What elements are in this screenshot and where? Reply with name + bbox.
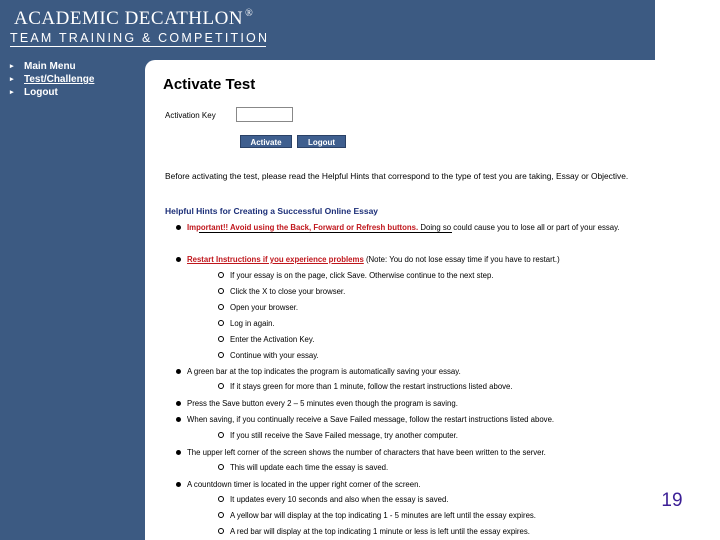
logout-button[interactable]: Logout: [297, 135, 346, 148]
circle-bullet-icon: [218, 336, 224, 342]
hint-green-bar: A green bar at the top indicates the program is automatically saving your essay.: [187, 364, 649, 380]
list-item: If your essay is on the page, click Save. Otherwise continue to the next step.: [230, 269, 650, 282]
circle-bullet-icon: [218, 288, 224, 294]
logo-title: ACADEMIC DECATHLON: [14, 8, 244, 29]
bullet-icon: [176, 482, 181, 487]
list-item: Log in again.: [230, 317, 650, 330]
bullet-icon: [176, 401, 181, 406]
circle-bullet-icon: [218, 464, 224, 470]
logo: [10, 8, 274, 47]
list-item: This will update each time the essay is saved.: [230, 461, 650, 474]
hint-press-save: Press the Save button every 2 – 5 minutes even though the program is saving.: [187, 396, 649, 412]
circle-bullet-icon: [218, 383, 224, 389]
sidebar-item-logout[interactable]: [10, 86, 94, 99]
page-title: Activate Test: [163, 76, 256, 93]
hint-important: [187, 220, 649, 236]
hints-heading: Helpful Hints for Creating a Successful Online Essay: [165, 206, 379, 216]
circle-bullet-icon: [218, 272, 224, 278]
circle-bullet-icon: [218, 352, 224, 358]
bullet-icon: [176, 450, 181, 455]
triangle-right-icon: ▸: [10, 89, 14, 96]
activate-button[interactable]: Activate: [240, 135, 292, 148]
restart-note: (Note: You do not lose essay time if you have to restart.): [363, 255, 560, 264]
sidebar-item-label: Test/Challenge: [24, 74, 95, 85]
list-item: It updates every 10 seconds and also when the essay is saved.: [230, 493, 650, 506]
hint-countdown: A countdown timer is located in the upper right corner of the screen.: [187, 477, 649, 493]
important-warning: Important!! Avoid using the Back, Forward or Refresh buttons.: [187, 223, 419, 232]
triangle-right-icon: ▸: [10, 76, 14, 83]
sidebar-item-label: Main Menu: [24, 61, 76, 72]
bullet-icon: [176, 369, 181, 374]
hint-save-failed: When saving, if you continually receive a Save Failed message, follow the restart instructions listed above.: [187, 412, 649, 428]
list-item: A red bar will display at the top indicating 1 minute or less is left until the essay expires.: [230, 525, 650, 538]
list-item: If you still receive the Save Failed message, try another computer.: [230, 429, 650, 442]
logo-subtitle: TEAM TRAINING & COMPETITION: [10, 31, 270, 45]
bullet-icon: [176, 225, 181, 230]
list-item: If it stays green for more than 1 minute, follow the restart instructions listed above.: [230, 380, 650, 393]
list-item: A yellow bar will display at the top indicating 1 - 5 minutes are left until the essay expires.: [230, 509, 650, 522]
sidebar-item-main-menu[interactable]: [10, 60, 94, 73]
sidebar-item-test-challenge[interactable]: [10, 73, 94, 86]
logo-underline: [10, 46, 266, 47]
list-item: Enter the Activation Key.: [230, 333, 650, 346]
list-item: Open your browser.: [230, 301, 650, 314]
circle-bullet-icon: [218, 496, 224, 502]
sidebar-nav: [10, 60, 94, 99]
slide-number: 19: [661, 490, 683, 511]
bullet-icon: [176, 257, 181, 262]
triangle-right-icon: ▸: [10, 63, 14, 70]
list-item: Continue with your essay.: [230, 349, 650, 362]
important-detail: Doing so could cause you to lose all or part of your essay.: [418, 223, 620, 232]
activation-key-input[interactable]: [236, 107, 293, 122]
main-content: [145, 60, 655, 540]
slide-margin: [655, 0, 720, 540]
activation-key-label: Activation Key: [165, 111, 216, 120]
intro-text: Before activating the test, please read the Helpful Hints that correspond to the type of test you are taking, Essay or Objective.: [165, 171, 629, 181]
circle-bullet-icon: [218, 304, 224, 310]
circle-bullet-icon: [218, 512, 224, 518]
circle-bullet-icon: [218, 528, 224, 534]
circle-bullet-icon: [218, 320, 224, 326]
red-text-underline: [199, 232, 452, 233]
bullet-icon: [176, 417, 181, 422]
circle-bullet-icon: [218, 432, 224, 438]
list-item: Click the X to close your browser.: [230, 285, 650, 298]
restart-instructions-link[interactable]: Restart Instructions if you experience problems: [187, 255, 364, 264]
sidebar-item-label: Logout: [24, 87, 58, 98]
registered-mark: ®: [245, 8, 254, 19]
hint-upper-left: The upper left corner of the screen shows the number of characters that have been written to the server.: [187, 445, 649, 461]
hint-restart: [187, 252, 649, 268]
